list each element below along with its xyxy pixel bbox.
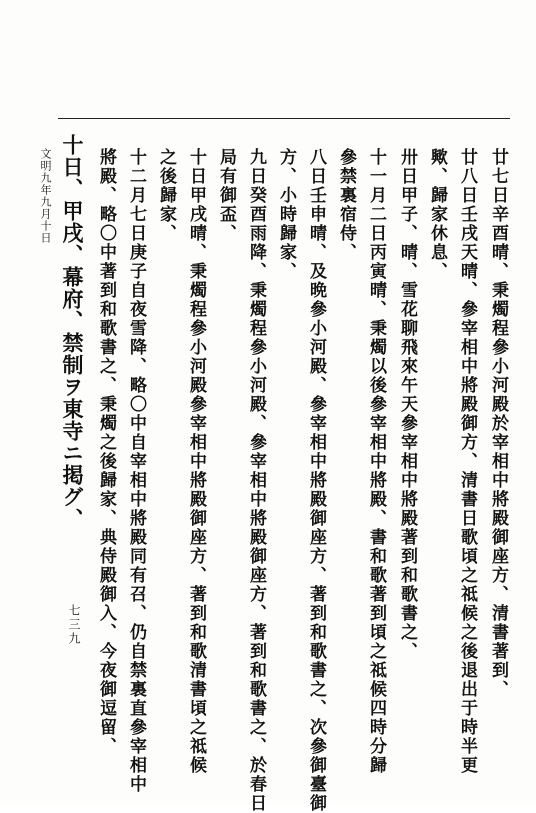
text-column-3: 歟、歸家休息、 — [427, 148, 447, 281]
running-header: 文明九年九月十日 — [39, 148, 52, 244]
text-column-6: 參禁裏宿侍、 — [336, 148, 356, 262]
header-rule — [58, 118, 510, 119]
text-column-12: 之後歸家、 — [156, 148, 176, 243]
text-column-4: 卅日甲子、晴、雪花聊飛來午天參宰相中將殿著到和歌書之、 — [397, 148, 417, 661]
text-column-14: 將殿、略〇中著到和歌書之、秉燭之後歸家、典侍殿御入、今夜御逗留、 — [96, 148, 116, 756]
text-column-9: 九日癸酉雨降、秉燭程參小河殿、參宰相中將殿御座方、著到和歌書之、於春日 — [246, 148, 266, 813]
section-heading: 十日、甲戌、幕府、禁制ヲ東寺ニ掲グ、 — [60, 134, 85, 530]
text-column-2: 廿八日壬戌天晴、參宰相中將殿御方、清書日歌頃之祗候之後退出于時半更 — [457, 148, 477, 775]
text-column-5: 十一月二日丙寅晴、秉燭以後參宰相中將殿、書和歌著到頃之祗候四時分歸 — [366, 148, 386, 775]
text-column-7: 八日壬申晴、及晩參小河殿、參宰相中將殿御座方、著到和歌書之、次參御臺御 — [306, 148, 326, 813]
text-column-11: 十日甲戌晴、秉燭程參小河殿參宰相中將殿御座方、著到和歌清書頃之祗候 — [186, 148, 206, 775]
page-number: 七三九 — [67, 604, 81, 646]
text-column-10: 局有御盃、 — [216, 148, 236, 243]
text-column-13: 十二月七日庚子自夜雪降、略〇中自宰相中將殿同有召、仍自禁裏直參宰相中 — [126, 148, 146, 794]
text-column-8: 方、小時歸家、 — [276, 148, 296, 281]
text-column-1: 廿七日辛酉晴、秉燭程參小河殿於宰相中將殿御座方、清書著到、 — [488, 148, 508, 699]
